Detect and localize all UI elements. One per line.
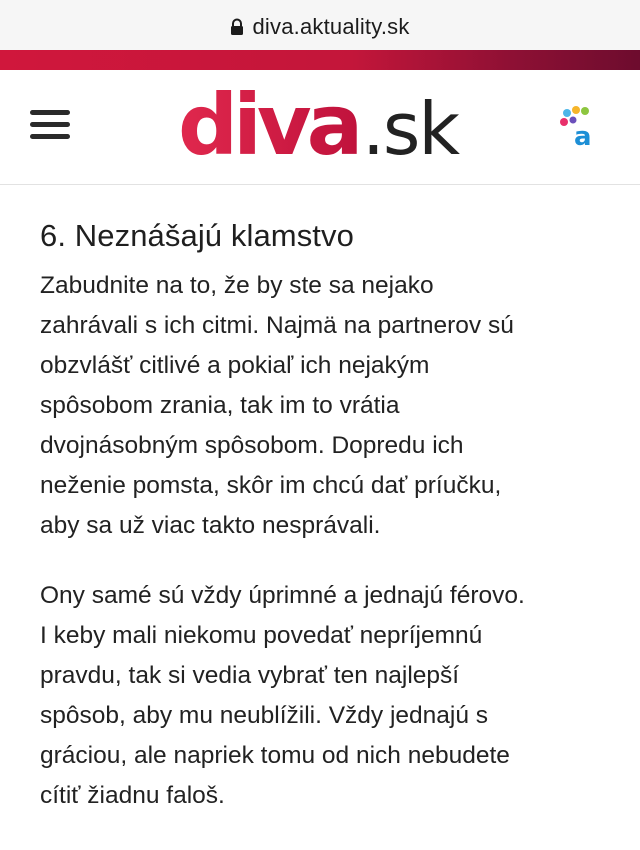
- site-logo[interactable]: [178, 84, 468, 174]
- paragraph-line: pravdu, tak si vedia vybrať ten najlepší: [40, 662, 460, 689]
- aktuality-icon[interactable]: [558, 105, 602, 149]
- paragraph-line: aby sa už viac takto nesprávali.: [40, 512, 381, 539]
- paragraph-line: spôsob, aby mu neublížili. Vždy jednajú s: [40, 702, 489, 729]
- url-text[interactable]: diva.aktuality.sk: [252, 14, 410, 39]
- paragraph-2: [40, 576, 610, 816]
- paragraph-line: neženie pomsta, skôr im chcú dať príučku,: [40, 472, 502, 499]
- aktuality-icon-letter: a: [574, 122, 592, 149]
- site-header: [0, 70, 640, 185]
- paragraph-line: Zabudnite na to, že by ste sa nejako: [40, 272, 434, 299]
- paragraph-1: [40, 266, 610, 546]
- hamburger-menu-icon[interactable]: [30, 110, 70, 142]
- paragraph-line: Ony samé sú vždy úprimné a jednajú férovo.: [40, 582, 525, 609]
- article-body: [40, 200, 610, 846]
- logo-main-text: diva: [178, 84, 359, 174]
- browser-address-bar[interactable]: [0, 0, 640, 50]
- paragraph-line: zahrávali s ich citmi. Najmä na partnerov sú: [40, 312, 514, 339]
- paragraph-line: obzvlášť citlivé a pokiaľ ich nejakým: [40, 352, 430, 379]
- logo-suffix-text: .sk: [362, 87, 459, 171]
- paragraph-line: spôsobom zrania, tak im to vrátia: [40, 392, 400, 419]
- paragraph-line: gráciou, ale napriek tomu od nich nebudete: [40, 742, 510, 769]
- paragraph-line: dvojnásobným spôsobom. Dopredu ich: [40, 432, 464, 459]
- paragraph-line: I keby mali niekomu povedať nepríjemnú: [40, 622, 483, 649]
- url-container[interactable]: [230, 14, 409, 40]
- lock-icon: [230, 18, 244, 36]
- section-heading: 6. Neznášajú klamstvo: [40, 218, 354, 253]
- brand-stripe: [0, 50, 640, 70]
- paragraph-line: cítiť žiadnu faloš.: [40, 782, 225, 809]
